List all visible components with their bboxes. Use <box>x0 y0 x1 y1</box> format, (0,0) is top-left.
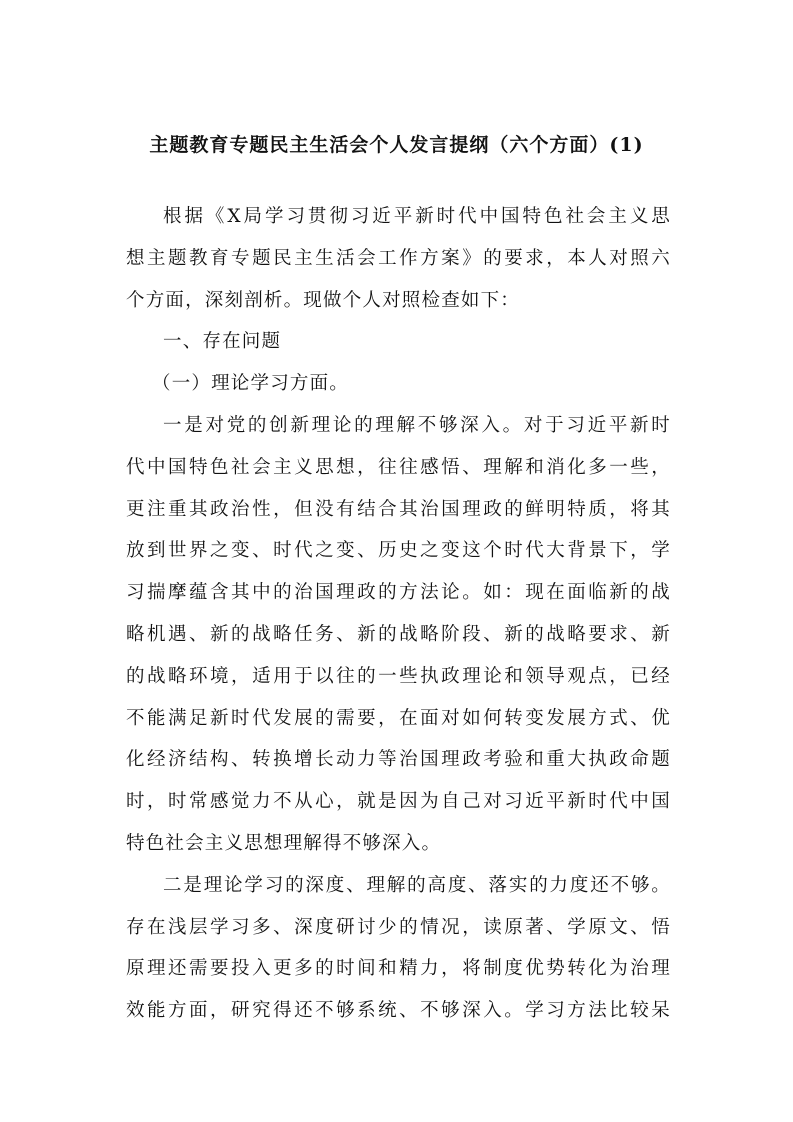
paragraph-line: 代中国特色社会主义思想，往往感悟、理解和消化多一些， <box>126 456 671 478</box>
paragraph-line: 效能方面，研究得还不够系统、不够深入。学习方法比较呆 <box>126 1000 671 1022</box>
paragraph-line: 二是理论学习的深度、理解的高度、落实的力度还不够。 <box>163 874 671 896</box>
paragraph-line: 化经济结构、转换增长动力等治国理政考验和重大执政命题 <box>126 749 671 771</box>
section-heading: 一、存在问题 <box>163 331 282 353</box>
paragraph-line: 的战略环境，适用于以往的一些执政理论和领导观点，已经 <box>126 665 671 687</box>
paragraph-line: 放到世界之变、时代之变、历史之变这个时代大背景下，学 <box>126 540 671 562</box>
paragraph-line: 习揣摩蕴含其中的治国理政的方法论。如：现在面临新的战 <box>126 582 671 604</box>
intro-line: 想主题教育专题民主生活会工作方案》的要求，本人对照六 <box>126 247 671 269</box>
document-title: 主题教育专题民主生活会个人发言提纲（六个方面）(1) <box>149 134 644 156</box>
paragraph-line: 存在浅层学习多、深度研讨少的情况，读原著、学原文、悟 <box>126 916 671 938</box>
paragraph-line: 一是对党的创新理论的理解不够深入。对于习近平新时 <box>163 414 671 436</box>
intro-line: 根据《X局学习贯彻习近平新时代中国特色社会主义思 <box>163 206 671 227</box>
paragraph-line: 原理还需要投入更多的时间和精力，将制度优势转化为治理 <box>126 958 671 980</box>
subsection-heading: （一）理论学习方面。 <box>152 373 350 395</box>
paragraph-line: 略机遇、新的战略任务、新的战略阶段、新的战略要求、新 <box>126 623 671 645</box>
paragraph-line: 更注重其政治性，但没有结合其治国理政的鲜明特质，将其 <box>126 498 671 520</box>
paragraph-line: 特色社会主义思想理解得不够深入。 <box>126 832 442 854</box>
intro-line: 个方面，深刻剖析。现做个人对照检查如下： <box>126 289 521 311</box>
document-body <box>126 196 671 1032</box>
paragraph-line: 时，时常感觉力不从心，就是因为自己对习近平新时代中国 <box>126 791 671 813</box>
paragraph-line: 不能满足新时代发展的需要，在面对如何转变发展方式、优 <box>126 707 671 729</box>
